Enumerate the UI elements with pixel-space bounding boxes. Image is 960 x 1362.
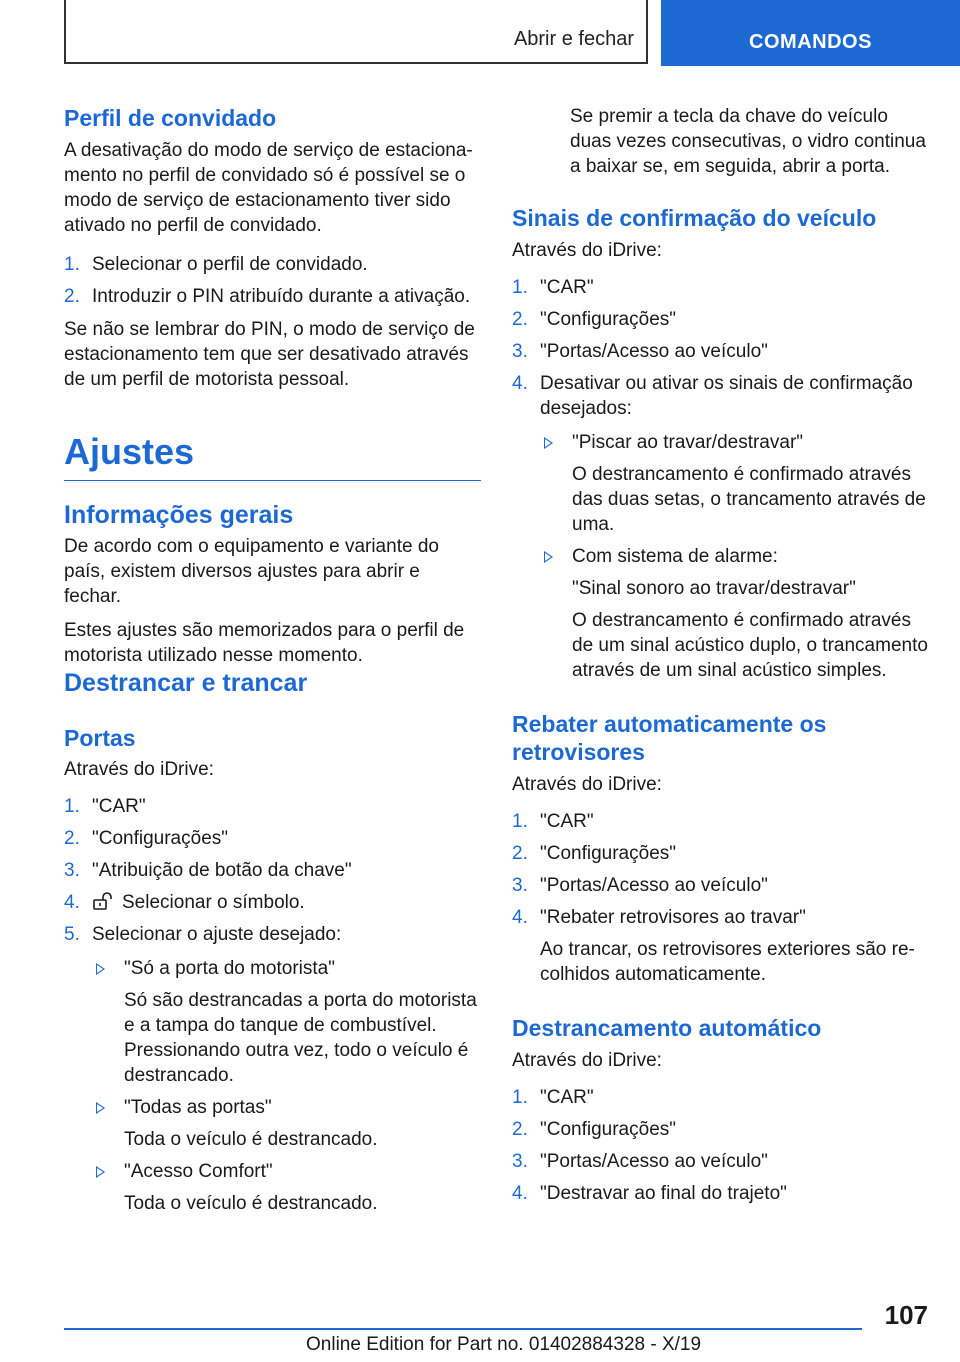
guest-steps xyxy=(64,252,481,309)
signals-intro: Através do iDrive: xyxy=(512,240,662,261)
doors-intro: Através do iDrive: xyxy=(64,759,214,780)
paragraph-line: Estes ajustes são memorizados para o perfil de xyxy=(64,620,465,641)
paragraph-line: Se premir a tecla da chave do veículo xyxy=(570,106,888,127)
list-item: 1. "CAR" xyxy=(512,1087,594,1108)
bullet-triangle-icon xyxy=(96,1166,105,1178)
unlock-lock-section xyxy=(64,668,481,698)
confirmation-signals-section xyxy=(512,204,942,683)
footer-divider xyxy=(64,1328,862,1330)
list-item: 2. "Configurações" xyxy=(64,828,229,849)
continued-text xyxy=(570,104,940,179)
list-item: "Só a porta do motorista" Só são destrancadas a porta do motorista e a tampa do tanque de combustível. Pressionando outra vez, todo o veículo é destrancado. xyxy=(94,956,481,1088)
list-item: 4. Desativar ou ativar os sinais de confirmação desejados: xyxy=(512,373,913,419)
list-item: Com sistema de alarme: "Sinal sonoro ao travar/destravar" O destrancamento é confirmado através de um sinal acústico duplo, o trancamento através de um sinal acústico simples. xyxy=(542,544,942,683)
paragraph-line: duas vezes consecutivas, o vidro continua xyxy=(570,131,926,152)
list-item: 2. Introduzir o PIN atribuído durante a ativação. xyxy=(64,286,471,307)
list-item: 2. "Configurações" xyxy=(512,1119,677,1140)
auto-unlock-section xyxy=(512,1014,942,1206)
list-item: 1. "CAR" xyxy=(512,277,594,298)
auto-unlock-steps xyxy=(512,1085,942,1206)
doors-section xyxy=(64,724,481,1216)
general-info-section xyxy=(64,500,481,668)
signals-steps xyxy=(512,275,942,421)
list-item: 4. "Rebater retrovisores ao travar" Ao trancar, os retrovisores exteriores são re‐ colhidos automaticamente. xyxy=(512,907,915,985)
list-item: "Todas as portas" Toda o veículo é destrancado. xyxy=(94,1095,481,1152)
settings-chapter xyxy=(64,430,481,481)
list-item: "Piscar ao travar/destravar" O destrancamento é confirmado através das duas setas, o trancamento através de uma. xyxy=(542,430,942,537)
paragraph-line: país, existem diversos ajustes para abrir e fechar. xyxy=(64,561,420,607)
header-chapter-tab: COMANDOS xyxy=(661,0,960,66)
doors-steps xyxy=(64,794,481,947)
bullet-triangle-icon xyxy=(96,1102,105,1114)
mirror-title: Rebater automaticamente os retrovisores xyxy=(512,711,827,765)
paragraph-line: de um perfil de motorista pessoal. xyxy=(64,369,350,390)
list-item: 3. "Portas/Acesso ao veículo" xyxy=(512,341,768,362)
list-item: 4. Selecionar o símbolo. xyxy=(64,892,305,913)
paragraph-line: ativado no perfil de convidado. xyxy=(64,215,322,236)
paragraph-line: mento no perfil de convidado só é possível se o xyxy=(64,165,466,186)
list-item: "Acesso Comfort" Toda o veículo é destrancado. xyxy=(94,1159,481,1216)
list-item: 1. "CAR" xyxy=(512,811,594,832)
auto-unlock-title: Destrancamento automático xyxy=(512,1015,822,1041)
bullet-triangle-icon xyxy=(96,963,105,975)
list-item: 3. "Atribuição de botão da chave" xyxy=(64,860,352,881)
header-frame xyxy=(64,0,648,64)
paragraph-line: estacionamento tem que ser desativado através xyxy=(64,344,469,365)
bullet-triangle-icon xyxy=(544,551,553,563)
doors-title: Portas xyxy=(64,725,136,751)
list-item: 3. "Portas/Acesso ao veículo" xyxy=(512,1151,768,1172)
mirror-intro: Através do iDrive: xyxy=(512,774,662,795)
list-item: 5. Selecionar o ajuste desejado: xyxy=(64,924,342,945)
paragraph-line: a baixar se, em seguida, abrir a porta. xyxy=(570,156,891,177)
guest-profile-section xyxy=(64,104,481,392)
unlock-lock-title: Destrancar e trancar xyxy=(64,669,308,697)
auto-unlock-intro: Através do iDrive: xyxy=(512,1050,662,1071)
edition-footer: Online Edition for Part no. 01402884328 - X/19 xyxy=(306,1334,702,1355)
guest-profile-title: Perfil de convidado xyxy=(64,105,277,131)
bullet-triangle-icon xyxy=(544,437,553,449)
list-item: 1. Selecionar o perfil de convidado. xyxy=(64,254,368,275)
mirror-section xyxy=(512,710,942,987)
chapter-title: Ajustes xyxy=(64,430,481,481)
list-item: 2. "Configurações" xyxy=(512,843,677,864)
paragraph-line: De acordo com o equipamento e variante do xyxy=(64,536,439,557)
list-item: 2. "Configurações" xyxy=(512,309,677,330)
paragraph-line: modo de serviço de estacionamento tiver sido xyxy=(64,190,451,211)
paragraph-line: A desativação do modo de serviço de estaciona‐ xyxy=(64,140,473,161)
paragraph-line: Se não se lembrar do PIN, o modo de serviço de xyxy=(64,319,475,340)
door-options xyxy=(64,956,481,1216)
header-section-title: Abrir e fechar xyxy=(513,28,634,50)
list-item: 1. "CAR" xyxy=(64,796,146,817)
general-info-title: Informações gerais xyxy=(64,501,294,529)
signal-options xyxy=(512,430,942,683)
confirmation-signals-title: Sinais de confirmação do veículo xyxy=(512,205,877,231)
unlock-icon xyxy=(92,892,114,910)
mirror-steps xyxy=(512,809,942,987)
paragraph-line: motorista utilizado nesse momento. xyxy=(64,645,363,666)
list-item: 3. "Portas/Acesso ao veículo" xyxy=(512,875,768,896)
list-item: 4. "Destravar ao final do trajeto" xyxy=(512,1183,787,1204)
page-number: 107 xyxy=(884,1300,928,1330)
